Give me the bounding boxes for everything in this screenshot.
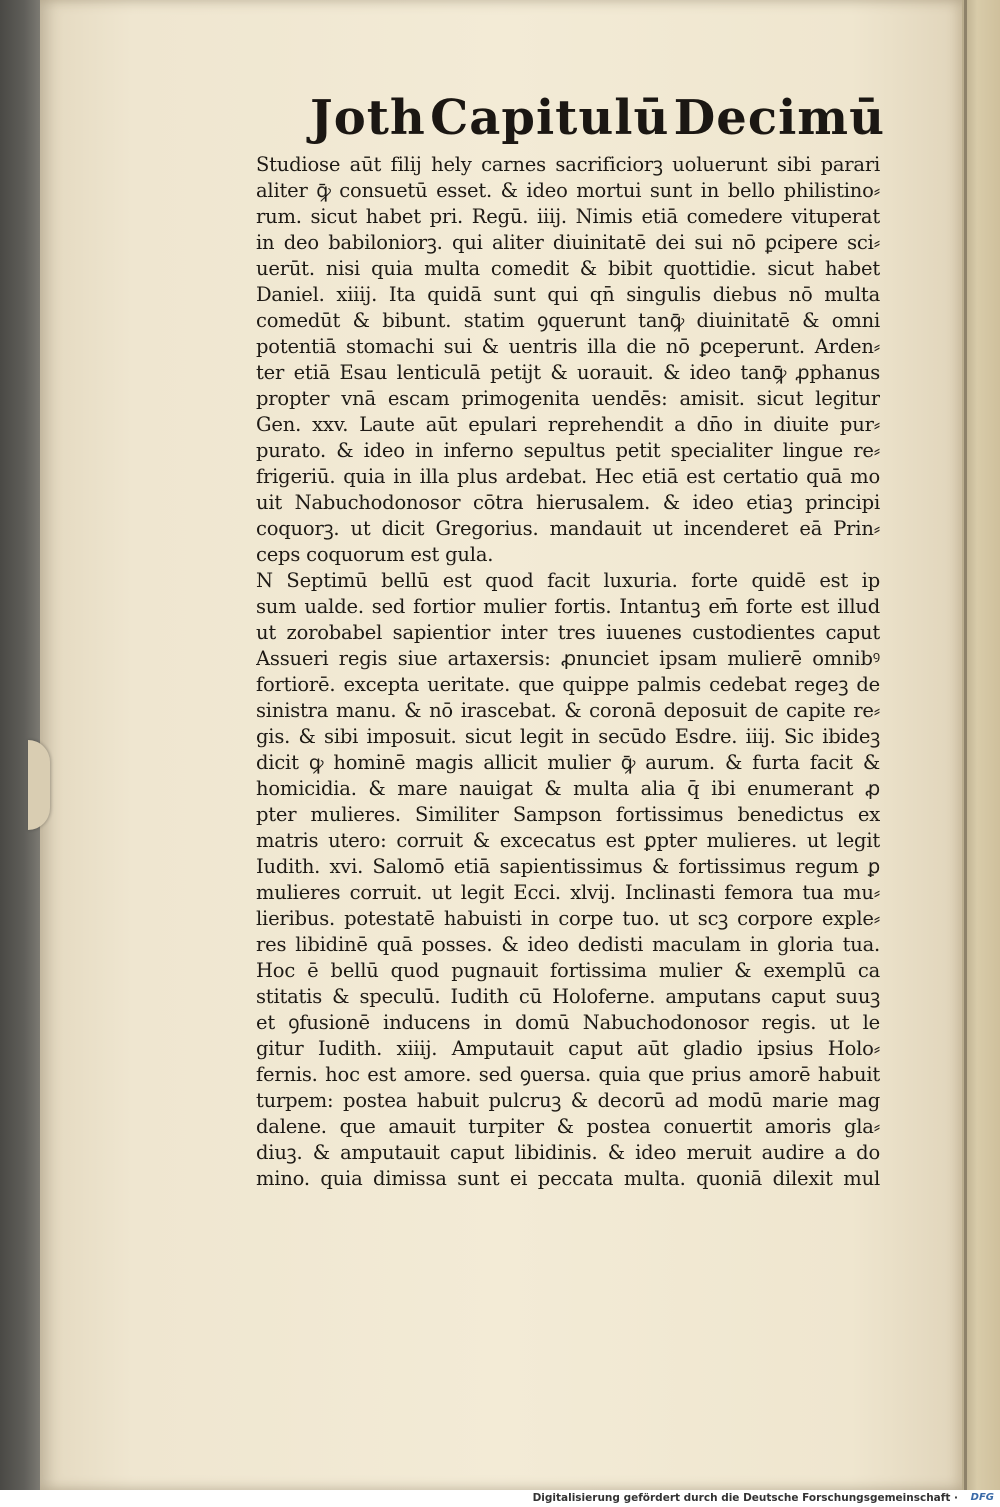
text-line: pter mulieres. Similiter Sampson fortissimus benedictus ex <box>256 803 880 826</box>
text-line: turpem: postea habuit pulcruꝫ & decorū ad modū marie mag <box>256 1089 880 1112</box>
text-line: in deo babiloniorꝫ. qui aliter diuinitatē dei sui nō ꝑcipere sci⸗ <box>256 231 880 254</box>
text-line: diuꝫ. & amputauit caput libidinis. & ideo meruit audire a do <box>256 1141 880 1164</box>
text-line: res libidinē quā posses. & ideo dedisti maculam in gloria tua. <box>256 933 880 956</box>
text-line: coquorꝫ. ut dicit Gregorius. mandauit ut incenderet eā Prin⸗ <box>256 517 880 540</box>
text-line: et ꝯfusionē inducens in domū Nabuchodonosor regis. ut le <box>256 1011 880 1034</box>
text-line: purato. & ideo in inferno sepultus petit specialiter lingue re⸗ <box>256 439 880 462</box>
text-line: ut zorobabel sapientior inter tres iuuenes custodientes caput <box>256 621 880 644</box>
text-line: lieribus. potestatē habuisti in corpe tuo. ut scꝫ corpore exple⸗ <box>256 907 880 930</box>
text-line: matris utero: corruit & excecatus est ꝑpter mulieres. ut legit <box>256 829 880 852</box>
text-line: propter vnā escam primogenita uendēs: amisit. sicut legitur <box>256 387 880 410</box>
text-line: uerūt. nisi quia multa comedit & bibit quottidie. sicut habet <box>256 257 880 280</box>
header-middle: Capitulū <box>430 90 670 146</box>
page-tab-marker <box>28 740 50 830</box>
page-edge-right <box>962 0 1000 1490</box>
header-right: Decimū <box>673 90 885 146</box>
text-line: rum. sicut habet pri. Regū. iiij. Nimis etiā comedere vituperat <box>256 205 880 228</box>
text-line: aliter ꝙ̄ consuetū esset. & ideo mortui sunt in bello philistino⸗ <box>256 179 880 202</box>
text-line: Gen. xxv. Laute aūt epulari reprehendit a dn̄o in diuite pur⸗ <box>256 413 880 436</box>
text-line: gitur Iudith. xiiij. Amputauit caput aūt gladio ipsius Holo⸗ <box>256 1037 880 1060</box>
text-line: Hoc ē bellū quod pugnauit fortissima mulier & exemplū ca <box>256 959 880 982</box>
text-line: stitatis & speculū. Iudith cū Holoferne. amputans caput suuꝫ <box>256 985 880 1008</box>
text-line: sum ualde. sed fortior mulier fortis. Intantuꝫ em̄ forte est illud <box>256 595 880 618</box>
header-left: Joth <box>310 90 426 146</box>
dfg-logo: DFG <box>970 1492 994 1503</box>
text-line: dicit ꝙ hominē magis allicit mulier ꝙ̄ aurum. & furta facit & <box>256 751 880 774</box>
text-line: frigeriū. quia in illa plus ardebat. Hec etiā est certatio quā mo <box>256 465 880 488</box>
text-line: Iudith. xvi. Salomō etiā sapientissimus & fortissimus regum ꝑ <box>256 855 880 878</box>
text-line: potentiā stomachi sui & uentris illa die nō ꝑceperunt. Arden⸗ <box>256 335 880 358</box>
text-line: comedūt & bibunt. statim ꝯquerunt tanꝙ̄ diuinitatē & omni <box>256 309 880 332</box>
text-line: gis. & sibi imposuit. sicut legit in secūdo Esdre. iiij. Sic ibideꝫ <box>256 725 880 748</box>
text-line: mulieres corruit. ut legit Ecci. xlvij. Inclinasti femora tua mu⸗ <box>256 881 880 904</box>
text-line: ceps coquorum est gula. <box>256 543 494 566</box>
text-line: fernis. hoc est amore. sed ꝯuersa. quia que prius amorē habuit <box>256 1063 880 1086</box>
text-line: sinistra manu. & nō irascebat. & coronā deposuit de capite re⸗ <box>256 699 880 722</box>
text-line: Assueri regis siue artaxersis: ꝓnunciet ipsam mulierē omnibꝰ <box>256 647 880 670</box>
text-line: mino. quia dimissa sunt ei peccata multa. quoniā dilexit mul <box>256 1167 880 1190</box>
text-line: uit Nabuchodonosor cōtra hierusalem. & ideo etiaꝫ principi <box>256 491 880 514</box>
text-line: Studiose aūt filij hely carnes sacrificiorꝫ uoluerunt sibi parari <box>256 153 880 176</box>
text-line: homicidia. & mare nauigat & multa alia q̄ ibi enumerant ꝓ <box>256 777 880 800</box>
text-line: dalene. que amauit turpiter & postea conuertit amoris gla⸗ <box>256 1115 880 1138</box>
text-line: ter etiā Esau lenticulā petijt & uorauit. & ideo tanꝙ̄ ꝓphanus <box>256 361 880 384</box>
running-header <box>310 90 885 150</box>
body-text <box>256 152 880 1192</box>
text-line: Daniel. xiiij. Ita quidā sunt qui qn̄ singulis diebus nō multa <box>256 283 880 306</box>
footer-credit: Digitalisierung gefördert durch die Deutsche Forschungsgemeinschaft · <box>532 1492 958 1504</box>
text-line: fortiorē. excepta ueritate. que quippe palmis cedebat regeꝫ de <box>256 673 880 696</box>
digitization-footer <box>0 1490 1000 1507</box>
text-line: N Septimū bellū est quod facit luxuria. forte quidē est ip <box>256 569 880 592</box>
